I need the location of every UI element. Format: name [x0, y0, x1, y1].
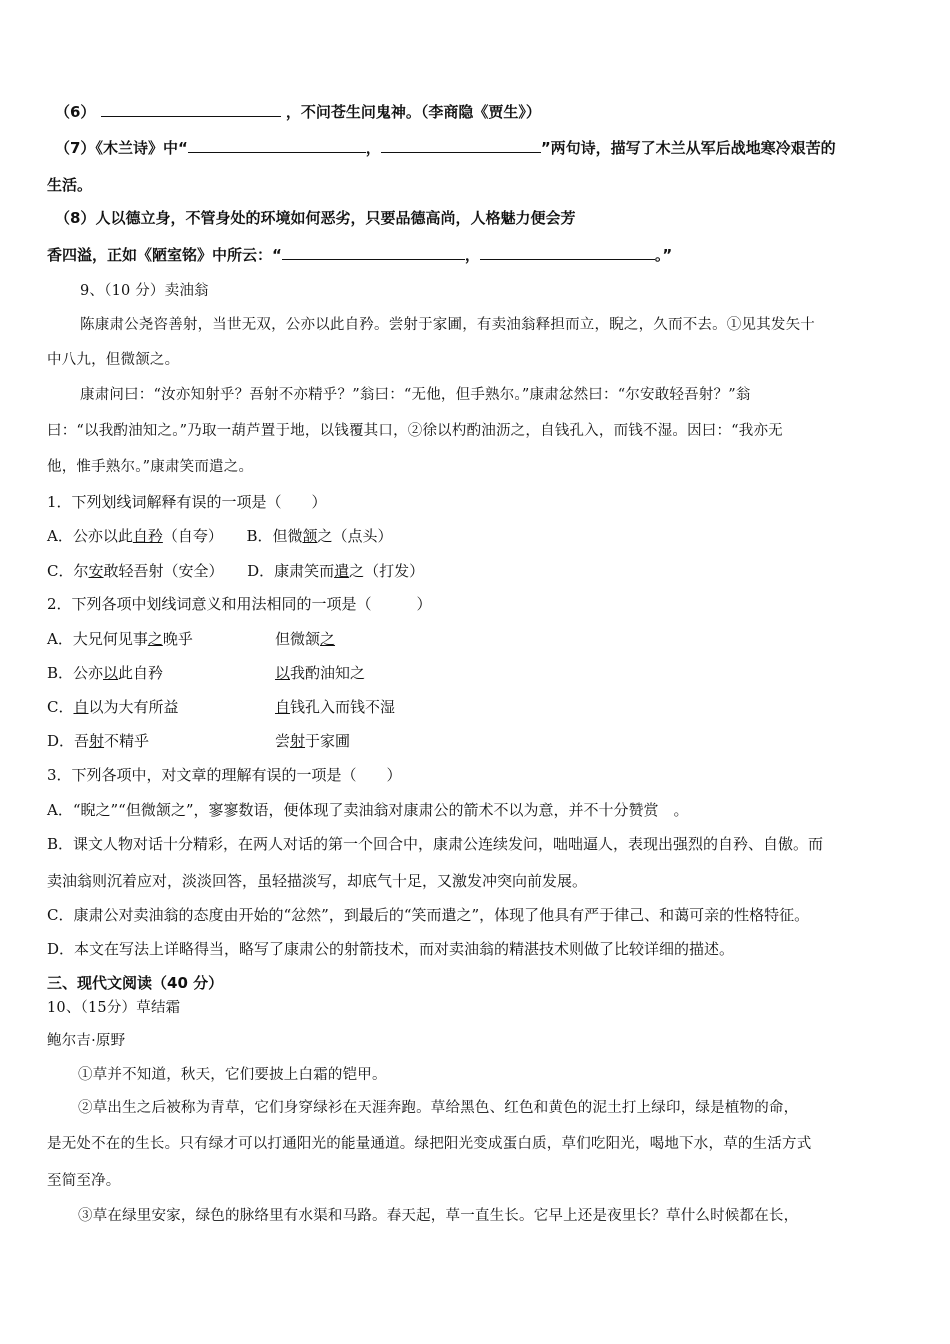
- q8-line1: 人以德立身，不管身处的环境如何恶劣，只要品德高尚，人格魅力便会芳: [95, 209, 576, 227]
- q10-para2-line1: ②草出生之后被称为青草，它们身穿绿衫在天涯奔跑。草给黑色、红色和黄色的泥土打上绿印，绿是植物的命，: [78, 1100, 799, 1116]
- sub3-option-a[interactable]: A．“睨之”“但微颔之”，寥寥数语，便体现了卖油翁对康肃公的箭术不以为意，并不十分赞赏 。: [47, 801, 689, 819]
- sub1-a-underlined: 自矜: [132, 527, 163, 545]
- q9-para1-line2: 中八九，但微颔之。: [47, 352, 180, 368]
- q6-answer-blank[interactable]: [101, 102, 281, 117]
- sub1-c-underlined: 安: [88, 562, 104, 580]
- q10-para2-line3: 至简至净。: [47, 1173, 121, 1189]
- section3-heading: 三、现代文阅读（40 分）: [47, 974, 224, 992]
- q10-para1: ①草并不知道，秋天，它们要披上白霜的铠甲。: [78, 1067, 387, 1083]
- sub2-option-d[interactable]: D．吾射不精乎 尝射于家圃: [47, 732, 351, 750]
- sub1-option-a[interactable]: A．公亦以此自矜（自夸）: [47, 527, 223, 545]
- q8-answer-blank-1[interactable]: [282, 245, 465, 260]
- q9-title: 9、（10 分）卖油翁: [80, 283, 209, 299]
- q8-number: （8）: [55, 209, 96, 227]
- fill-in-q6: [55, 102, 541, 122]
- sub1-option-b[interactable]: B．但微颔之（点头）: [246, 527, 393, 545]
- fill-in-q8: [55, 208, 575, 228]
- q9-para2-line1: 康肃问曰：“汝亦知射乎？吾射不亦精乎？”翁曰：“无他，但手熟尔。”康肃忿然曰：“尔安敢轻吾射？”翁: [80, 387, 751, 403]
- q9-para2-line3: 他，惟手熟尔。”康肃笑而遣之。: [47, 459, 254, 475]
- q6-number: （6）: [55, 103, 96, 121]
- sub3-option-b-line1[interactable]: B．课文人物对话十分精彩，在两人对话的第一个回合中，康肃公连续发问，咄咄逼人，表现出强烈的自矜、自傲。而: [47, 835, 824, 853]
- sub3-option-b-line2: 卖油翁则沉着应对，淡淡回答，虽轻描淡写，却底气十足，又激发冲突向前发展。: [47, 872, 588, 890]
- q8-line2: [47, 245, 672, 265]
- q6-tail: ，不问苍生问鬼神。（李商隐《贾生》）: [285, 103, 541, 121]
- q10-author: 鲍尔吉·原野: [47, 1033, 126, 1049]
- q8-mid2: ，: [464, 246, 480, 264]
- q8-tail2: 。”: [654, 246, 673, 264]
- q7-head: 《木兰诗》中“: [95, 139, 188, 157]
- q7-answer-blank-2[interactable]: [381, 138, 541, 153]
- q9-sub3-stem: 3．下列各项中，对文章的理解有误的一项是（ ）: [47, 766, 402, 784]
- q8-answer-blank-2[interactable]: [480, 245, 655, 260]
- sub1-option-d[interactable]: D．康肃笑而遣之（打发）: [247, 562, 425, 580]
- fill-in-q7: [55, 138, 836, 158]
- q8-head2: 香四溢，正如《陋室铭》中所云：“: [47, 246, 282, 264]
- sub2-option-c[interactable]: C．自以为大有所益 自钱孔入而钱不湿: [47, 698, 396, 716]
- sub1-option-c[interactable]: C．尔安敢轻吾射（安全）: [47, 562, 224, 580]
- q7-tail: ”两句诗，描写了木兰从军后战地寒冷艰苦的: [540, 139, 836, 157]
- q9-para2-line2: 曰：“以我酌油知之。”乃取一葫芦置于地，以钱覆其口，②徐以杓酌油沥之，自钱孔入，而钱不湿。因曰：“我亦无: [47, 423, 783, 439]
- q9-para1-line1: 陈康肃公尧咨善射，当世无双，公亦以此自矜。尝射于家圃，有卖油翁释担而立，睨之，久而不去。①见其发矢十: [80, 317, 815, 333]
- sub2-option-a[interactable]: A．大兄何见事之晚乎 但微颔之: [47, 630, 336, 648]
- q10-title: 10、（15分）草结霜: [47, 1000, 181, 1016]
- q9-sub1-row-cd: [47, 561, 424, 581]
- q9-sub1-stem: 1．下列划线词解释有误的一项是（ ）: [47, 493, 327, 511]
- sub3-option-d[interactable]: D．本文在写法上详略得当，略写了康肃公的射箭技术，而对卖油翁的精湛技术则做了比较详细的描述。: [47, 940, 735, 958]
- q7-mid: ，: [365, 139, 381, 157]
- q9-sub1-row-ab: [47, 526, 393, 546]
- q10-para2-line2: 是无处不在的生长。只有绿才可以打通阳光的能量通道。绿把阳光变成蛋白质，草们吃阳光，喝地下水，草的生活方式: [47, 1136, 812, 1152]
- sub2-option-b[interactable]: B．公亦以此自矜 以我酌油知之: [47, 664, 366, 682]
- q7-continuation: 生活。: [47, 176, 93, 194]
- sub1-b-underlined: 颔: [302, 527, 318, 545]
- q10-para3-line1: ③草在绿里安家，绿色的脉络里有水渠和马路。春天起，草一直生长。它早上还是夜里长？草什么时候都在长，: [78, 1208, 799, 1224]
- sub1-d-underlined: 遣: [334, 562, 350, 580]
- q9-sub2-stem: 2．下列各项中划线词意义和用法相同的一项是（ ）: [47, 595, 432, 613]
- q7-answer-blank-1[interactable]: [188, 138, 366, 153]
- q7-number: （7）: [55, 139, 96, 157]
- sub3-option-c[interactable]: C．康肃公对卖油翁的态度由开始的“忿然”，到最后的“笑而遣之”，体现了他具有严于律己、和蔼可亲的性格特征。: [47, 906, 810, 924]
